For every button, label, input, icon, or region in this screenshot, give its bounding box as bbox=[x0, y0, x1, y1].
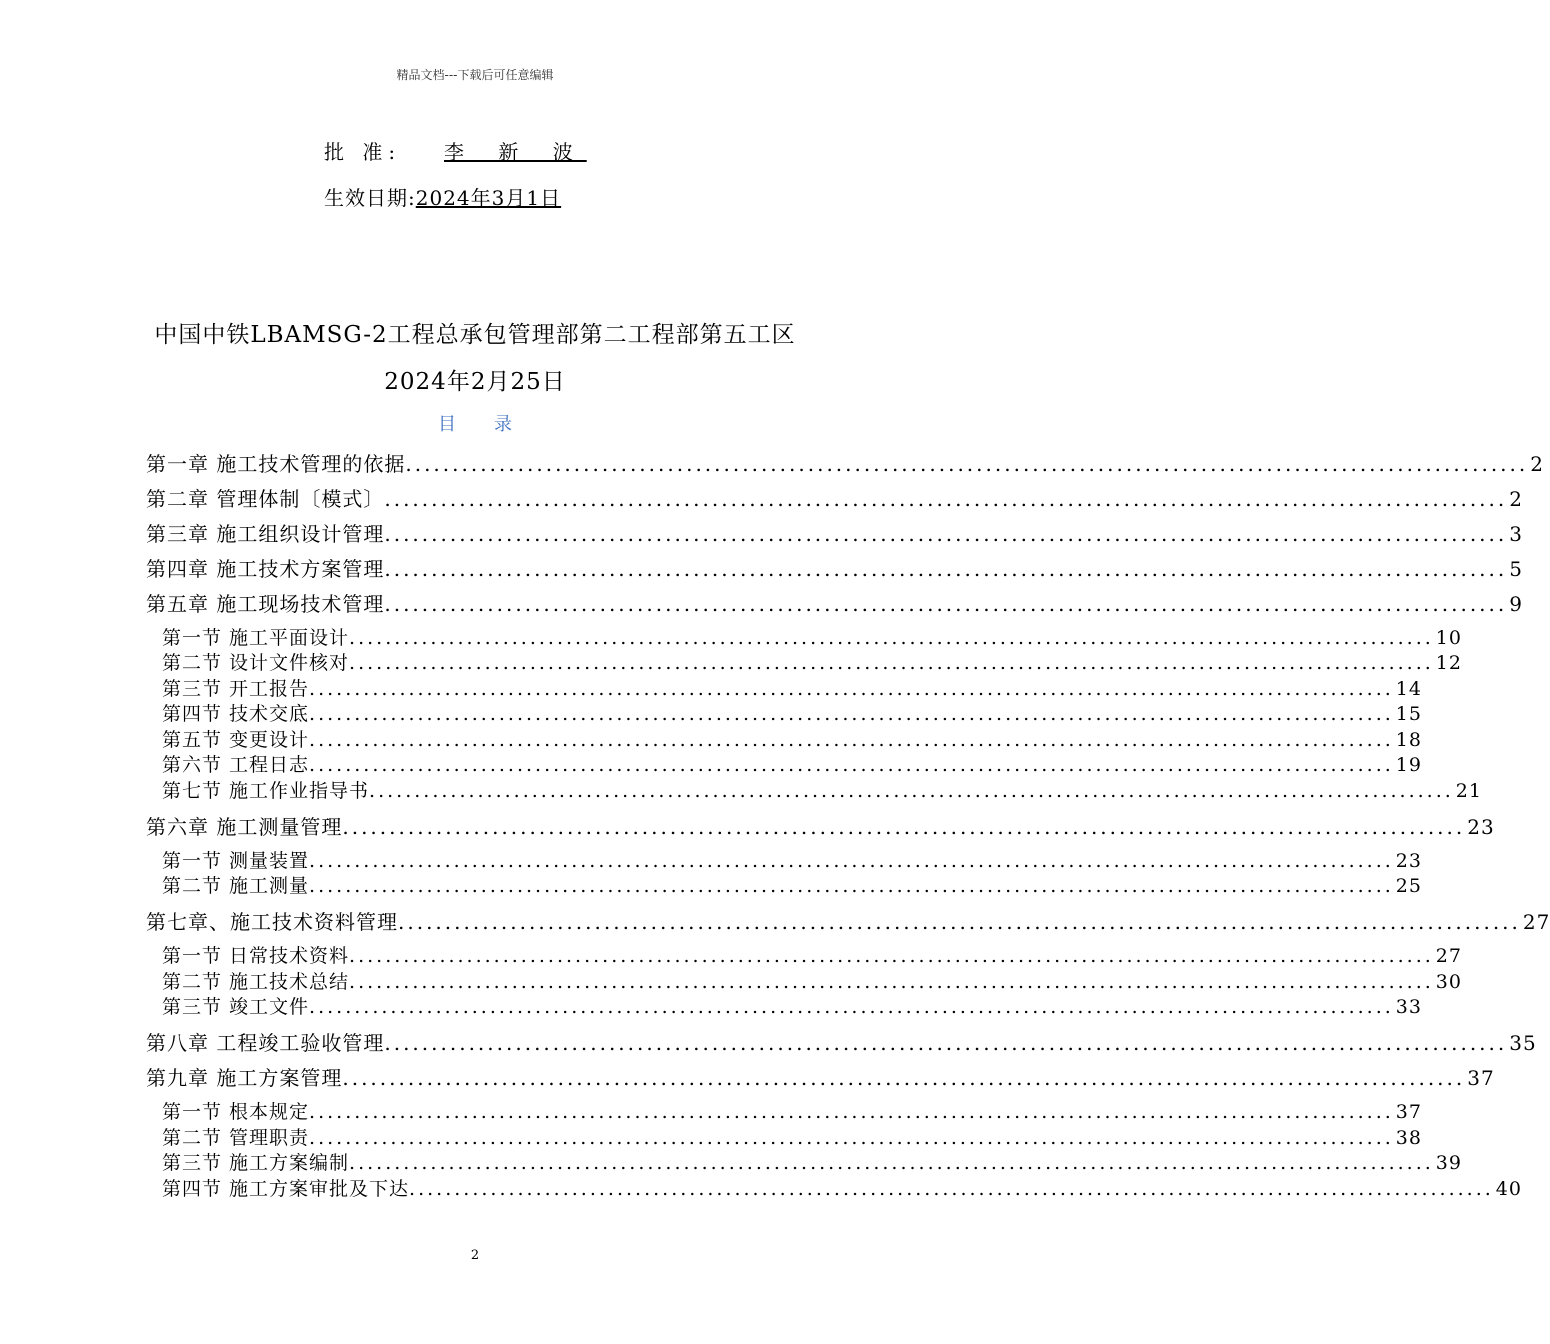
toc-entry-page: 10 bbox=[1435, 627, 1462, 649]
toc-entry-page: 2 bbox=[1509, 487, 1523, 511]
toc-entry-page: 3 bbox=[1509, 522, 1523, 546]
toc-entry-label: 第二节 施工测量 bbox=[162, 875, 310, 897]
toc-leader-dots: ........................................................................................................................ bbox=[309, 875, 1394, 897]
header-note: 精品文档---下载后可任意编辑 bbox=[396, 68, 554, 82]
toc-entry-label: 第四节 技术交底 bbox=[162, 703, 310, 725]
toc-leader-dots: ........................................................................................................................ bbox=[384, 1031, 1508, 1055]
toc-entry[interactable] bbox=[162, 648, 1462, 675]
effective-date-label: 生效日期: bbox=[324, 186, 416, 210]
toc-leader-dots: ........................................................................................................................ bbox=[309, 754, 1394, 776]
toc-entry[interactable] bbox=[162, 967, 1462, 994]
toc-entry-page: 37 bbox=[1467, 1066, 1495, 1090]
toc-entry-label: 第四章 施工技术方案管理 bbox=[146, 557, 385, 581]
toc-entry[interactable] bbox=[146, 588, 1523, 617]
toc-entry-page: 23 bbox=[1467, 815, 1495, 839]
toc-entry[interactable] bbox=[162, 1097, 1422, 1124]
toc-entry-page: 38 bbox=[1395, 1127, 1422, 1149]
toc-entry[interactable] bbox=[162, 674, 1422, 701]
organization-date: 2024年2月25日 bbox=[384, 369, 566, 395]
toc-entry[interactable] bbox=[146, 1062, 1495, 1091]
toc-entry-page: 30 bbox=[1435, 971, 1462, 993]
toc-entry-page: 18 bbox=[1395, 729, 1422, 751]
toc-entry-page: 33 bbox=[1395, 996, 1422, 1018]
toc-entry-page: 35 bbox=[1509, 1031, 1537, 1055]
toc-leader-dots: ........................................................................................................................ bbox=[309, 729, 1394, 751]
toc-leader-dots: ........................................................................................................................ bbox=[349, 652, 1434, 674]
toc-title: 目录 bbox=[438, 414, 550, 435]
toc-leader-dots: ........................................................................................................................ bbox=[384, 557, 1508, 581]
effective-date-row bbox=[324, 182, 561, 211]
toc-leader-dots: ........................................................................................................................ bbox=[398, 910, 1521, 934]
toc-entry-page: 27 bbox=[1435, 945, 1462, 967]
toc-entry-label: 第一节 根本规定 bbox=[162, 1101, 310, 1123]
toc-entry-page: 39 bbox=[1435, 1152, 1462, 1174]
toc-leader-dots: ........................................................................................................................ bbox=[369, 780, 1454, 802]
toc-leader-dots: ........................................................................................................................ bbox=[309, 1127, 1394, 1149]
toc-entry-label: 第三节 施工方案编制 bbox=[162, 1152, 350, 1174]
toc-leader-dots: ........................................................................................................................ bbox=[349, 945, 1434, 967]
toc-entry-label: 第五节 变更设计 bbox=[162, 729, 310, 751]
toc-entry-page: 12 bbox=[1435, 652, 1462, 674]
toc-entry[interactable] bbox=[162, 846, 1422, 873]
toc-entry-page: 5 bbox=[1509, 557, 1523, 581]
toc-entry[interactable] bbox=[162, 750, 1422, 777]
toc-entry[interactable] bbox=[146, 553, 1523, 582]
toc-entry[interactable] bbox=[146, 906, 1550, 935]
toc-leader-dots: ........................................................................................................................ bbox=[349, 627, 1434, 649]
toc-entry-label: 第二章 管理体制〔模式〕 bbox=[146, 487, 385, 511]
toc-entry-page: 27 bbox=[1522, 910, 1550, 934]
toc-entry[interactable] bbox=[146, 811, 1495, 840]
toc-entry[interactable] bbox=[162, 992, 1422, 1019]
effective-date-value: 2024年3月1日 bbox=[415, 186, 562, 210]
toc-entry-page: 40 bbox=[1495, 1178, 1522, 1200]
toc-leader-dots: ........................................................................................................................ bbox=[342, 1066, 1466, 1090]
toc-entry-label: 第三节 开工报告 bbox=[162, 678, 310, 700]
toc-leader-dots: ........................................................................................................................ bbox=[309, 996, 1394, 1018]
toc-entry[interactable] bbox=[162, 623, 1462, 650]
toc-entry[interactable] bbox=[162, 725, 1422, 752]
toc-entry-page: 9 bbox=[1509, 592, 1523, 616]
toc-entry[interactable] bbox=[146, 483, 1523, 512]
toc-entry-label: 第一章 施工技术管理的依据 bbox=[146, 452, 406, 476]
toc-entry[interactable] bbox=[146, 1027, 1537, 1056]
toc-entry-page: 21 bbox=[1455, 780, 1482, 802]
toc-entry-label: 第二节 设计文件核对 bbox=[162, 652, 350, 674]
toc-entry-page: 23 bbox=[1395, 850, 1422, 872]
toc-entry[interactable] bbox=[162, 941, 1462, 968]
toc-leader-dots: ........................................................................................................................ bbox=[309, 703, 1394, 725]
toc-entry-label: 第七章、施工技术资料管理 bbox=[146, 910, 398, 934]
toc-entry-page: 15 bbox=[1395, 703, 1422, 725]
toc-leader-dots: ........................................................................................................................ bbox=[384, 487, 1508, 511]
toc-entry-label: 第九章 施工方案管理 bbox=[146, 1066, 343, 1090]
toc-leader-dots: ........................................................................................................................ bbox=[342, 815, 1466, 839]
toc-entry-page: 19 bbox=[1395, 754, 1422, 776]
toc-leader-dots: ........................................................................................................................ bbox=[309, 678, 1394, 700]
toc-entry-label: 第二节 管理职责 bbox=[162, 1127, 310, 1149]
toc-entry-label: 第五章 施工现场技术管理 bbox=[146, 592, 385, 616]
toc-entry[interactable] bbox=[146, 448, 1544, 477]
toc-entry-page: 25 bbox=[1395, 875, 1422, 897]
toc-leader-dots: ........................................................................................................................ bbox=[405, 452, 1529, 476]
approve-label: 批 准: bbox=[324, 140, 402, 164]
toc-entry-page: 37 bbox=[1395, 1101, 1422, 1123]
toc-entry[interactable] bbox=[162, 699, 1422, 726]
toc-entry-label: 第一节 日常技术资料 bbox=[162, 945, 350, 967]
approval-row bbox=[324, 136, 589, 165]
toc-entry-label: 第一节 测量装置 bbox=[162, 850, 310, 872]
toc-entry[interactable] bbox=[162, 1123, 1422, 1150]
toc-entry-page: 14 bbox=[1395, 678, 1422, 700]
approver-name: 李 新 波 bbox=[444, 140, 587, 164]
toc-entry-label: 第六章 施工测量管理 bbox=[146, 815, 343, 839]
toc-leader-dots: ........................................................................................................................ bbox=[349, 971, 1434, 993]
toc-entry[interactable] bbox=[162, 1148, 1462, 1175]
toc-entry-label: 第六节 工程日志 bbox=[162, 754, 310, 776]
toc-leader-dots: ........................................................................................................................ bbox=[384, 592, 1508, 616]
toc-entry[interactable] bbox=[162, 776, 1482, 803]
toc-entry-label: 第八章 工程竣工验收管理 bbox=[146, 1031, 385, 1055]
toc-leader-dots: ........................................................................................................................ bbox=[384, 522, 1508, 546]
organization-title: 中国中铁LBAMSG-2工程总承包管理部第二工程部第五工区 bbox=[154, 322, 796, 348]
toc-entry[interactable] bbox=[162, 871, 1422, 898]
toc-entry-label: 第一节 施工平面设计 bbox=[162, 627, 350, 649]
toc-entry-page: 2 bbox=[1530, 452, 1544, 476]
toc-entry[interactable] bbox=[146, 518, 1523, 547]
toc-leader-dots: ........................................................................................................................ bbox=[349, 1152, 1434, 1174]
toc-leader-dots: ........................................................................................................................ bbox=[409, 1178, 1494, 1200]
toc-entry-label: 第七节 施工作业指导书 bbox=[162, 780, 370, 802]
toc-entry-label: 第四节 施工方案审批及下达 bbox=[162, 1178, 410, 1200]
toc-entry-label: 第三章 施工组织设计管理 bbox=[146, 522, 385, 546]
toc-leader-dots: ........................................................................................................................ bbox=[309, 850, 1394, 872]
toc-entry-label: 第三节 竣工文件 bbox=[162, 996, 310, 1018]
toc-entry[interactable] bbox=[162, 1174, 1522, 1201]
toc-entry-label: 第二节 施工技术总结 bbox=[162, 971, 350, 993]
toc-leader-dots: ........................................................................................................................ bbox=[309, 1101, 1394, 1123]
page-number: 2 bbox=[470, 1248, 480, 1263]
